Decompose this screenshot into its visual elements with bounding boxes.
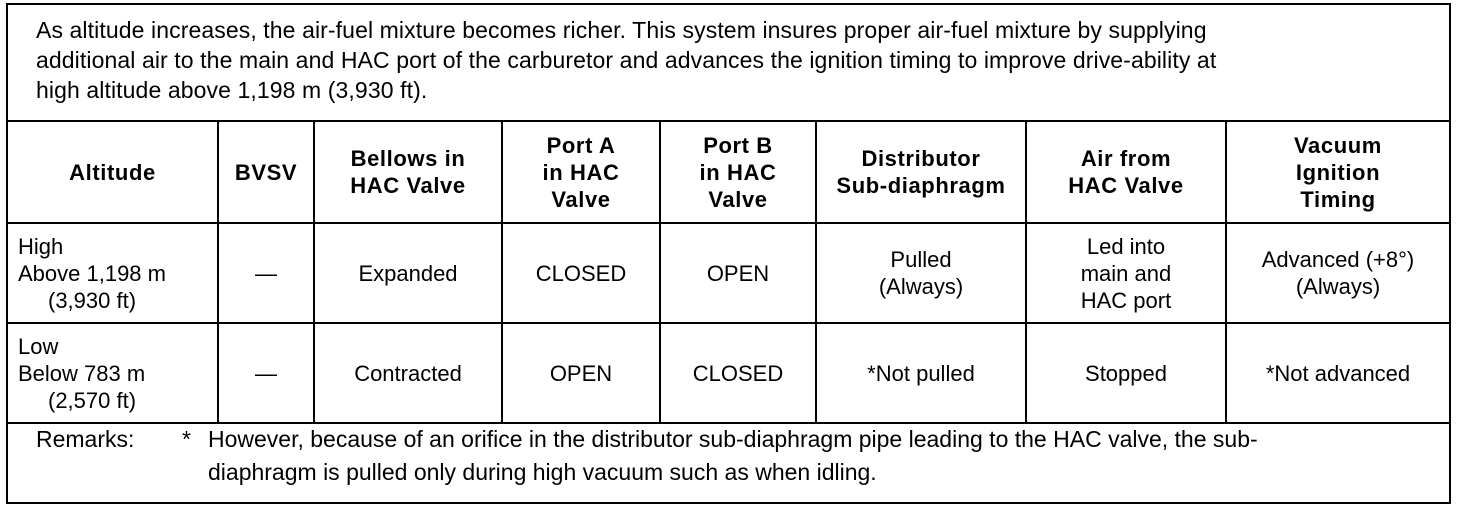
cell-bvsv: — (218, 223, 314, 323)
header-bvsv: BVSV (218, 121, 314, 223)
cell-bellows: Contracted (314, 323, 502, 423)
remarks-line: However, because of an orifice in the distributor sub-diaphragm pipe leading to the HAC valve, the sub- (208, 426, 1258, 452)
cell-sub-diaphragm: *Not pulled (816, 323, 1026, 423)
table-row (8, 323, 1449, 423)
header-port-b: Port B in HAC Valve (660, 121, 816, 223)
cell-timing: Advanced (+8°) (Always) (1226, 223, 1449, 323)
cell-altitude: Low Below 783 m (2,570 ft) (8, 323, 218, 423)
header-bellows: Bellows in HAC Valve (314, 121, 502, 223)
intro-line: As altitude increases, the air-fuel mixture becomes richer. This system insures proper air-fuel mixture by supplying (36, 17, 1207, 43)
cell-port-b: CLOSED (660, 323, 816, 423)
table-row (8, 223, 1449, 323)
remarks-label: Remarks: (36, 426, 135, 452)
remarks-marker: * (182, 426, 191, 452)
header-distributor: Distributor Sub-diaphragm (816, 121, 1026, 223)
cell-bellows: Expanded (314, 223, 502, 323)
header-port-a: Port A in HAC Valve (502, 121, 660, 223)
cell-altitude: High Above 1,198 m (3,930 ft) (8, 223, 218, 323)
intro-line: additional air to the main and HAC port of the carburetor and advances the ignition timing to improve drive-ability at (36, 47, 1217, 73)
intro-line: high altitude above 1,198 m (3,930 ft). (36, 77, 428, 103)
hac-system-table (8, 120, 1449, 424)
cell-port-a: CLOSED (502, 223, 660, 323)
remarks-text (208, 423, 1448, 489)
cell-bvsv: — (218, 323, 314, 423)
cell-timing: *Not advanced (1226, 323, 1449, 423)
header-timing: Vacuum Ignition Timing (1226, 121, 1449, 223)
table-header-row (8, 121, 1449, 223)
intro-paragraph (36, 15, 1436, 105)
cell-port-a: OPEN (502, 323, 660, 423)
cell-sub-diaphragm: Pulled (Always) (816, 223, 1026, 323)
document-frame (6, 3, 1451, 504)
header-air: Air from HAC Valve (1026, 121, 1226, 223)
cell-port-b: OPEN (660, 223, 816, 323)
remarks-line: diaphragm is pulled only during high vacuum such as when idling. (208, 459, 877, 485)
header-altitude: Altitude (8, 121, 218, 223)
cell-air: Stopped (1026, 323, 1226, 423)
cell-air: Led into main and HAC port (1026, 223, 1226, 323)
